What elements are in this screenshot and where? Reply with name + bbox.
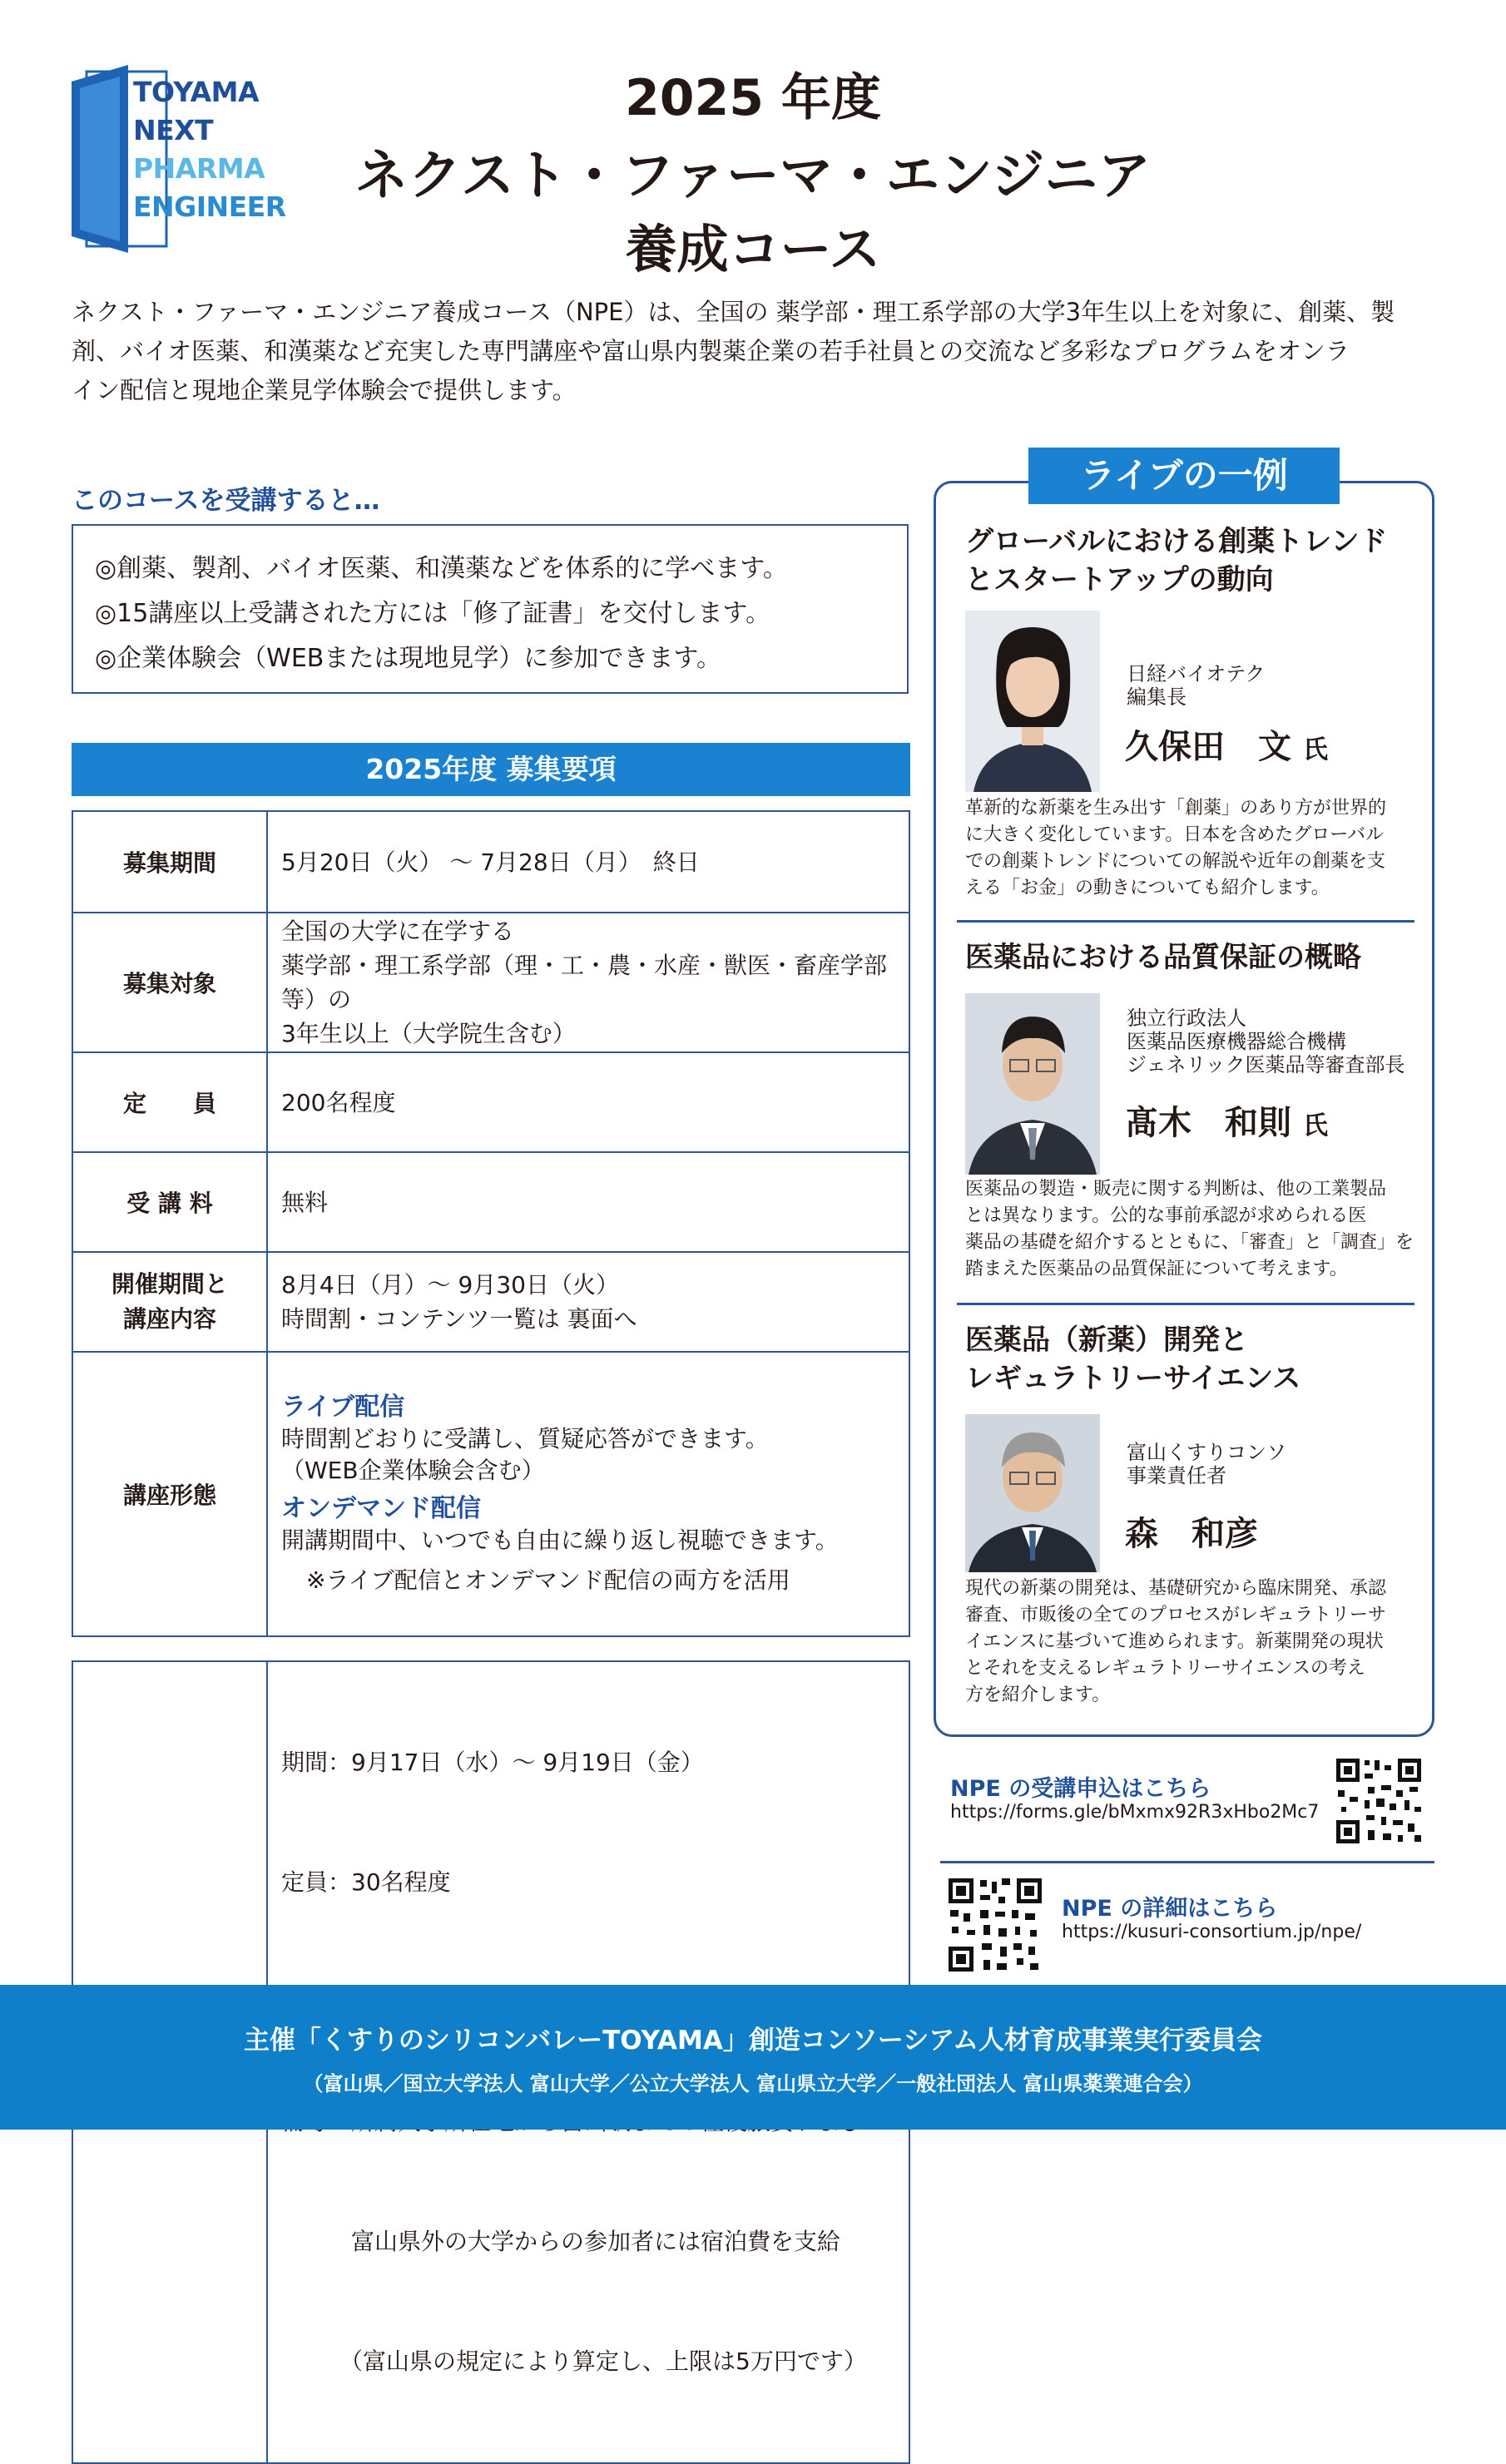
affiliation-line: ジェネリック医薬品等審査部長 xyxy=(1127,1053,1405,1076)
logo-line-next: NEXT xyxy=(133,114,214,146)
logo-line-pharma: PHARMA xyxy=(133,152,265,185)
speaker-affiliation xyxy=(1127,662,1265,709)
benefit-item: ◎創薬、製剤、バイオ医薬、和漢薬などを体系的に学べます。 xyxy=(95,554,788,583)
format-line: 開講期間中、いつでも自由に繰り返し視聴できます。 xyxy=(281,1526,839,1554)
description-line: イエンスに基づいて進められます。新薬開発の現状 xyxy=(965,1631,1384,1652)
speaker-affiliation xyxy=(1127,1441,1286,1487)
target-line: 全国の大学に在学する xyxy=(281,918,515,945)
speaker-photo xyxy=(965,993,1100,1175)
description-line: とは異なります。公的な事前承認が求められる医 xyxy=(965,1205,1367,1226)
table-row xyxy=(72,1052,909,1152)
affiliation-line: 富山くすりコンソ xyxy=(1127,1441,1286,1464)
organizer-line: 主催「くすりのシリコンバレーTOYAMA」創造コンソーシアム人材育成事業実行委員会 xyxy=(243,2026,1263,2056)
affiliation-line: 編集長 xyxy=(1127,685,1186,709)
lecture-title-line: レギュラトリーサイエンス xyxy=(965,1362,1301,1395)
schedule-label-line: 開催期間と xyxy=(111,1270,228,1298)
description-line: 方を紹介します。 xyxy=(965,1685,1111,1705)
format-value xyxy=(267,1352,909,1636)
divider xyxy=(957,1303,1414,1305)
period-value: 5月20日（火） ～ 7月28日（月） 終日 xyxy=(267,811,909,913)
speaker-photo xyxy=(965,1414,1100,1572)
benefit-item: ◎企業体験会（WEBまたは現地見学）に参加できます。 xyxy=(95,644,721,673)
tour-line: 富山県外の大学からの参加者には宿泊費を支給 xyxy=(281,2228,841,2255)
lecture-title-line: とスタートアップの動向 xyxy=(965,563,1274,596)
fee-value: 無料 xyxy=(267,1152,909,1252)
speaker-photo xyxy=(965,611,1100,792)
table-row xyxy=(72,811,909,913)
benefits-box xyxy=(72,524,909,694)
title-year: 2025 年度 xyxy=(625,69,881,127)
affiliation-line: 独立行政法人 xyxy=(1127,1007,1246,1030)
benefit-item: ◎15講座以上受講された方には「修了証書」を交付します。 xyxy=(95,599,770,628)
capacity-value: 200名程度 xyxy=(267,1052,909,1152)
table-row xyxy=(72,1152,909,1252)
intro-line: 剤、バイオ医薬、和漢薬など充実した専門講座や富山県内製薬企業の若手社員との交流など多彩なプログラムをオンラ xyxy=(72,337,1350,365)
apply-qr-icon[interactable] xyxy=(1335,1757,1423,1845)
description-line: 踏まえた医薬品の品質保証について考えます。 xyxy=(965,1259,1348,1279)
apply-heading: NPE の受講申込はこちら xyxy=(950,1776,1211,1802)
logo-line-toyama: TOYAMA xyxy=(133,76,260,108)
detail-heading: NPE の詳細はこちら xyxy=(1062,1896,1278,1922)
title-course-name: ネクスト・ファーマ・エンジニア xyxy=(354,146,1152,207)
tour-line: 定員：30名程度 xyxy=(281,1868,451,1896)
speaker-portrait-icon xyxy=(965,993,1100,1175)
lecture-title xyxy=(965,522,1387,599)
intro-line: イン配信と現地企業見学体験会で提供します。 xyxy=(72,376,577,404)
tour-line: 期間：9月17日（水）～ 9月19日（金） xyxy=(281,1749,704,1776)
honorific: 氏 xyxy=(1302,735,1328,764)
logo-line-engineer: ENGINEER xyxy=(133,190,286,223)
description-line: 革新的な新薬を生み出す「創薬」のあり方が世界的 xyxy=(965,798,1387,819)
target-line: 3年生以上（大学院生含む） xyxy=(281,1020,576,1047)
description-line: 現代の新薬の開発は、基礎研究から臨床開発、承認 xyxy=(965,1578,1387,1599)
lecture-title-line: グローバルにおける創薬トレンド xyxy=(965,525,1388,558)
recruitment-table xyxy=(72,810,910,1637)
lecture-description xyxy=(965,1176,1414,1283)
title-course-suffix: 養成コース xyxy=(625,219,881,280)
description-line: での創薬トレンドについての解説や近年の創薬を支 xyxy=(965,851,1386,872)
speaker-name-text: 髙木 和則 xyxy=(1125,1104,1291,1142)
description-line: える「お金」の動きについても紹介します。 xyxy=(965,878,1330,898)
speaker-portrait-icon xyxy=(965,611,1100,792)
honorific: 氏 xyxy=(1302,1111,1328,1140)
table-row xyxy=(72,1352,909,1636)
tour-line: （富山県の規定により算定し、上限は5万円です） xyxy=(281,2348,867,2375)
description-line: 審査、市販後の全てのプロセスがレギュラトリーサ xyxy=(965,1605,1387,1625)
description-line: に大きく変化しています。日本を含めたグローバル xyxy=(965,824,1385,845)
format-label: 講座形態 xyxy=(72,1352,267,1636)
footer-band xyxy=(0,1985,1506,2130)
period-label: 募集期間 xyxy=(72,811,267,913)
affiliation-line: 日経バイオテク xyxy=(1127,662,1266,685)
fee-label: 受 講 料 xyxy=(72,1152,267,1252)
lecture-description xyxy=(965,795,1414,902)
speaker-name xyxy=(1125,720,1328,768)
intro-paragraph xyxy=(72,293,1436,410)
detail-qr-icon[interactable] xyxy=(947,1877,1043,1973)
description-line: 薬品の基礎を紹介するとともに、「審査」と「調査」を xyxy=(965,1232,1414,1253)
detail-url[interactable]: https://kusuri-consortium.jp/npe/ xyxy=(1062,1922,1362,1942)
lecture-description xyxy=(965,1576,1414,1709)
lecture-title xyxy=(965,1321,1300,1398)
live-delivery-heading: ライブ配信 xyxy=(281,1393,405,1422)
affiliation-line: 事業責任者 xyxy=(1127,1464,1226,1487)
format-note: ※ライブ配信とオンデマンド配信の両方を活用 xyxy=(306,1566,790,1594)
schedule-value xyxy=(267,1252,909,1352)
benefits-heading: このコースを受講すると… xyxy=(72,486,380,516)
target-line: 薬学部・理工系学部（理・工・農・水産・獣医・畜産学部等）の xyxy=(281,952,888,1013)
format-line: （WEB企業体験会含む） xyxy=(281,1457,545,1484)
target-label: 募集対象 xyxy=(72,913,267,1052)
divider xyxy=(957,920,1414,923)
recruitment-header: 2025年度 募集要項 xyxy=(72,743,910,796)
table-row xyxy=(72,1252,909,1352)
speaker-name-text: 森 和彦 xyxy=(1125,1515,1258,1553)
divider xyxy=(940,1861,1434,1863)
table-row xyxy=(72,913,909,1052)
affiliation-line: 医薬品医療機器総合機構 xyxy=(1127,1030,1346,1053)
capacity-label: 定 員 xyxy=(72,1052,267,1152)
speaker-name-text: 久保田 文 xyxy=(1125,728,1291,766)
format-line: 時間割どおりに受講し、質疑応答ができます。 xyxy=(281,1425,769,1452)
ondemand-delivery-heading: オンデマンド配信 xyxy=(281,1494,481,1523)
speaker-portrait-icon xyxy=(965,1414,1100,1572)
schedule-line: 8月4日（月）～ 9月30日（火） xyxy=(281,1271,619,1299)
speaker-name xyxy=(1125,1507,1258,1555)
lecture-title xyxy=(965,938,1361,977)
intro-line: ネクスト・ファーマ・エンジニア養成コース（NPE）は、全国の 薬学部・理工系学部の大学3年生以上を対象に、創薬、製 xyxy=(72,298,1395,326)
schedule-label xyxy=(72,1252,267,1352)
description-line: とそれを支えるレギュラトリーサイエンスの考え xyxy=(965,1658,1365,1679)
target-value xyxy=(267,913,909,1052)
description-line: 医薬品の製造・販売に関する判断は、他の工業製品 xyxy=(965,1179,1387,1200)
schedule-line: 時間割・コンテンツ一覧は 裏面へ xyxy=(281,1305,637,1333)
speaker-affiliation xyxy=(1127,1007,1405,1076)
organizer-members: （富山県／国立大学法人 富山大学／公立大学法人 富山県立大学／一般社団法人 富山県薬業連合会） xyxy=(303,2072,1203,2095)
live-examples-label: ライブの一例 xyxy=(1028,448,1340,504)
lecture-title-line: 医薬品における品質保証の概略 xyxy=(965,941,1361,974)
lecture-title-line: 医薬品（新薬）開発と xyxy=(965,1324,1248,1357)
apply-url[interactable]: https://forms.gle/bMxmx92R3xHbo2Mc7 xyxy=(950,1802,1320,1823)
speaker-name xyxy=(1125,1096,1328,1144)
schedule-label-line: 講座内容 xyxy=(122,1305,216,1333)
